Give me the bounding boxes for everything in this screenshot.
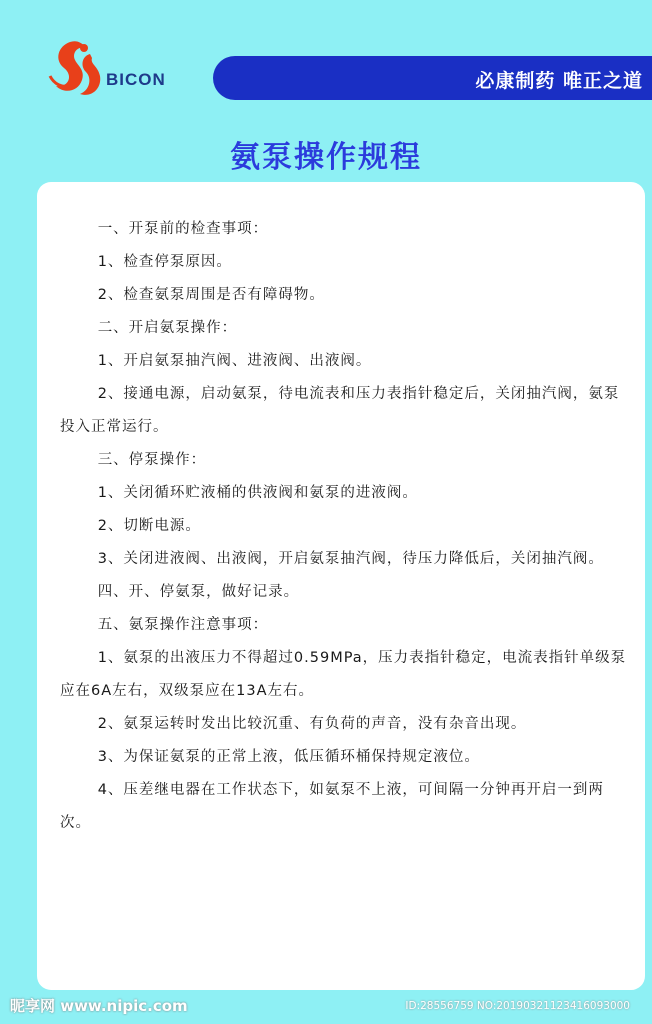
logo-text: BICON	[106, 70, 166, 89]
paragraph: 2、检查氨泵周围是否有障碍物。	[97, 287, 325, 303]
procedure-text	[60, 213, 632, 840]
watermark-left: 昵享网 www.nipic.com	[10, 997, 188, 1015]
paragraph: 3、为保证氨泵的正常上液，低压循环桶保持规定液位。	[97, 749, 480, 765]
section-heading: 四、开、停氨泵，做好记录。	[97, 584, 300, 600]
paragraph: 1、关闭循环贮液桶的供液阀和氨泵的进液阀。	[97, 485, 418, 501]
slogan: 必康制药 唯正之道	[475, 70, 643, 92]
section-heading: 五、氨泵操作注意事项：	[97, 617, 269, 633]
watermark-id: ID:28556759 NO:20190321123416093000	[405, 1000, 630, 1012]
paragraph: 3、关闭进液阀、出液阀，开启氨泵抽汽阀，待压力降低后，关闭抽汽阀。	[97, 551, 604, 567]
paragraph: 2、接通电源，启动氨泵，待电流表和压力表指针稳定后，关闭抽汽阀，氨泵投入正常运行。	[60, 386, 620, 435]
paragraph: 4、压差继电器在工作状态下，如氨泵不上液，可间隔一分钟再开启一到两次。	[60, 782, 604, 831]
company-logo	[44, 36, 174, 108]
section-heading: 一、开泵前的检查事项：	[97, 221, 269, 237]
page-title: 氨泵操作规程	[230, 140, 422, 175]
paragraph: 2、切断电源。	[97, 518, 201, 534]
paragraph: 1、氨泵的出液压力不得超过0.59MPa，压力表指针稳定，电流表指针单级泵应在6A左右，双级泵应在13A左右。	[60, 650, 627, 699]
paragraph: 1、检查停泵原因。	[97, 254, 232, 270]
paragraph: 1、开启氨泵抽汽阀、进液阀、出液阀。	[97, 353, 372, 369]
paragraph: 2、氨泵运转时发出比较沉重、有负荷的声音，没有杂音出现。	[97, 716, 527, 732]
section-heading: 二、开启氨泵操作：	[97, 320, 238, 336]
header-banner	[213, 56, 652, 100]
section-heading: 三、停泵操作：	[97, 452, 207, 468]
